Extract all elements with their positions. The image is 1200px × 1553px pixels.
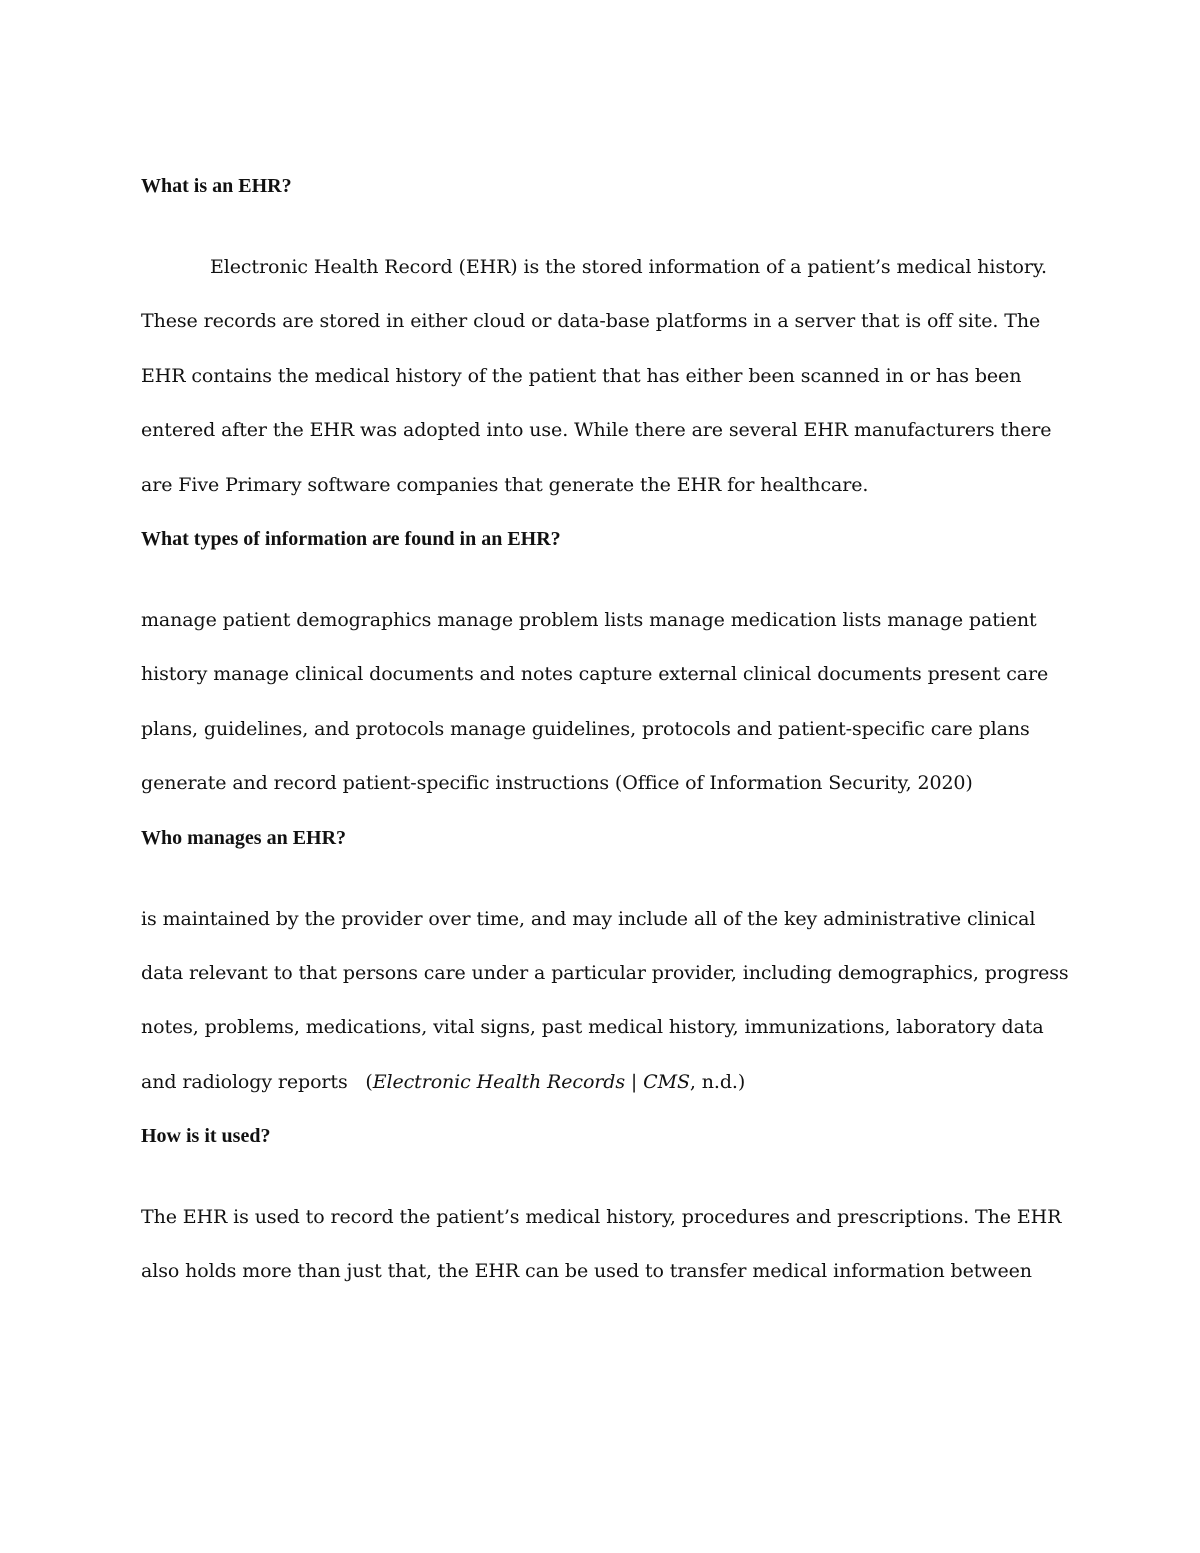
paragraph-what-is-ehr: [141, 240, 1051, 512]
paragraph-line: are Five Primary software companies that generate the EHR for healthcare.: [141, 473, 869, 496]
paragraph-how-used: [141, 1190, 1062, 1299]
section-heading-who-manages: Who manages an EHR?: [141, 826, 347, 849]
paragraph-line: These records are stored in either cloud or data-base platforms in a server that is off site. The: [141, 310, 1041, 333]
section-gap: [141, 213, 1051, 240]
paragraph-line: Electronic Health Record (EHR) is the stored information of a patient’s medical history.: [210, 256, 1047, 278]
paragraph-line: The EHR is used to record the patient’s medical history, procedures and prescriptions. The EHR: [141, 1206, 1062, 1229]
section-gap: [141, 566, 1051, 593]
paragraph-line: EHR contains the medical history of the patient that has either been scanned in or has been: [141, 364, 1022, 387]
paragraph-who-manages: [141, 892, 1069, 1110]
paragraph-line: generate and record patient-specific instructions (Office of Information Security, 2020): [141, 772, 973, 795]
section-gap: [141, 865, 1051, 892]
paragraph-line: data relevant to that persons care under a particular provider, including demographics, progress: [141, 961, 1069, 984]
paragraph-types-of-information: [141, 593, 1051, 811]
paragraph-line: notes, problems, medications, vital signs, past medical history, immunizations, laboratory data: [141, 1016, 1044, 1039]
document-body: [141, 159, 1069, 1299]
paragraph-line: also holds more than just that, the EHR can be used to transfer medical information between: [141, 1260, 1032, 1283]
paragraph-line: plans, guidelines, and protocols manage guidelines, protocols and patient-specific care plans: [141, 717, 1030, 740]
paragraph-line: entered after the EHR was adopted into use. While there are several EHR manufacturers there: [141, 419, 1052, 442]
section-heading-types-of-information: What types of information are found in an EHR?: [141, 527, 561, 550]
citation-prefix: and radiology reports (: [141, 1070, 373, 1093]
citation-source-title: Electronic Health Records | CMS: [372, 1070, 690, 1093]
paragraph-line: manage patient demographics manage problem lists manage medication lists manage patient: [141, 608, 1037, 631]
section-heading-what-is-ehr: What is an EHR?: [141, 175, 292, 197]
paragraph-line-citation: [141, 1055, 1051, 1109]
citation-suffix: , n.d.): [689, 1070, 746, 1093]
paragraph-line: history manage clinical documents and notes capture external clinical documents present care: [141, 663, 1049, 686]
section-gap: [141, 1163, 1051, 1190]
section-heading-how-used: How is it used?: [141, 1125, 271, 1148]
paragraph-line: is maintained by the provider over time, and may include all of the key administrative clinical: [141, 907, 1036, 930]
